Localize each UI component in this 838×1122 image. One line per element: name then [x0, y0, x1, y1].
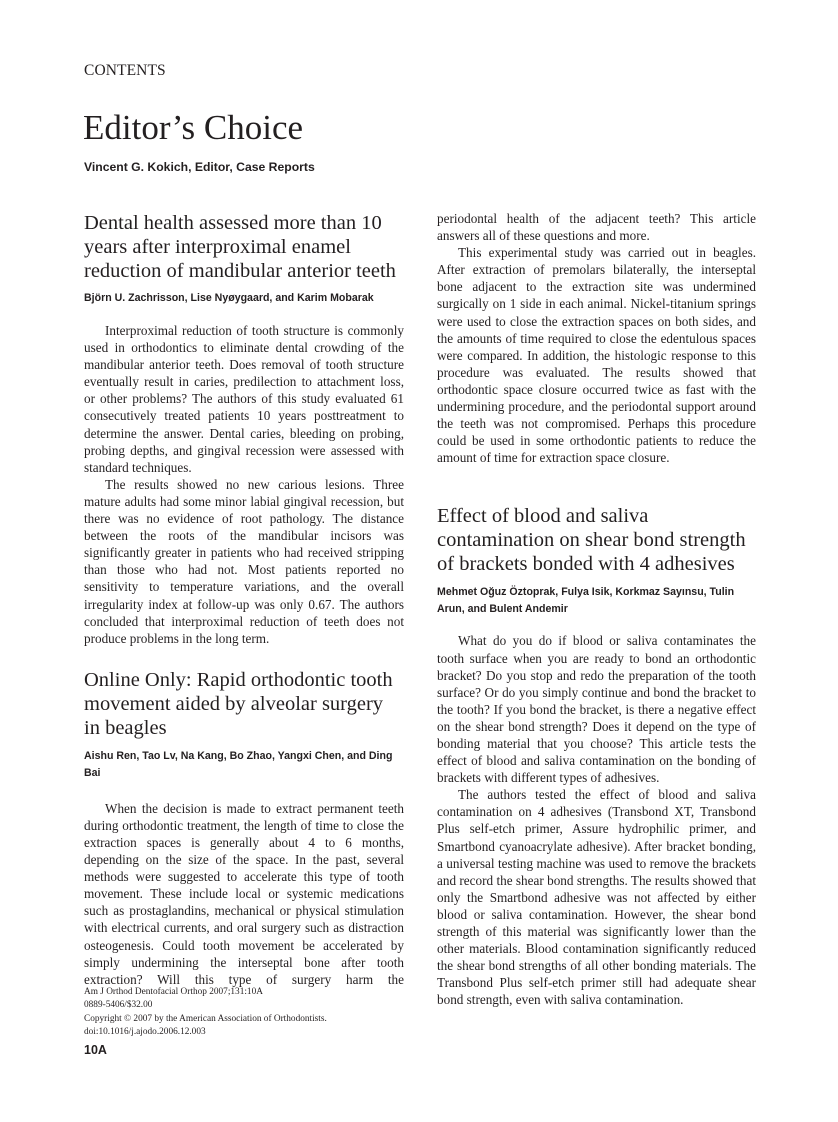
- article-blood-saliva-contamination: [437, 504, 756, 1008]
- copyright-notice: Copyright © 2007 by the American Association of Orthodontists.: [84, 1013, 327, 1024]
- article-title: Online Only: Rapid orthodontic tooth movement aided by alveolar surgery in beagles: [84, 668, 393, 739]
- journal-citation: Am J Orthod Dentofacial Orthop 2007;131:10A: [84, 987, 263, 997]
- article-title: Dental health assessed more than 10 years after interproximal enamel reduction of mandibular anterior teeth: [84, 212, 396, 282]
- article-title: Effect of blood and saliva contamination on shear bond strength of brackets bonded with 4 adhesives: [437, 505, 746, 576]
- page-number: 10A: [84, 1043, 107, 1057]
- article-rapid-tooth-movement: [84, 668, 404, 988]
- article-paragraph: Interproximal reduction of tooth structure is commonly used in orthodontics to eliminate dental crowding of the mandibular anterior teeth. Does removal of tooth structure eventually result in caries, predilection to attachment loss, or other problems? The authors of this study evaluated 61 consecutively treated patients 10 years posttreatment to determine the answer. Dental caries, bleeding on probing, probing depths, and gingival recession were assessed with standard techniques.: [84, 323, 404, 475]
- article-paragraph: What do you do if blood or saliva contaminates the tooth surface when you are ready to bond an orthodontic bracket? Do you stop and redo the preparation of the tooth surface? Or do you simply continue and bond the bracket to the tooth? If you bond the bracket, is there a negative effect on the shear bond strength? Does it depend on the type of bonding material that you choose? This article tests the effect of blood and saliva contamination on the bonding of brackets with different types of adhesives.: [437, 633, 756, 786]
- article-paragraph: This experimental study was carried out in beagles. After extraction of premolars bilaterally, the interseptal bone adjacent to the extraction site was undermined surgically on 1 side in each animal. Nickel-titanium springs were used to close the extraction spaces on both sides, and the amounts of time required to close the edentulous spaces were compared. In addition, the histologic response to this procedure was evaluated. The results showed that orthodontic space closure occurred twice as fast with the undermining procedure, and the periodontal support around the teeth was not compromised. Perhaps this procedure could be used in some orthodontic patients to reduce the amount of time for extraction space closure.: [437, 245, 756, 466]
- article-authors: Aishu Ren, Tao Lv, Na Kang, Bo Zhao, Yangxi Chen, and Ding Bai: [84, 749, 393, 779]
- footer-metadata: [84, 986, 327, 1039]
- article-paragraph: The authors tested the effect of blood and saliva contamination on 4 adhesives (Transbond XT, Transbond Plus self-etch primer, Assure hydrophilic primer, and Smartbond cyanoacrylate adhesive). After bracket bonding, a universal testing machine was used to remove the brackets and record the shear bond strengths. The results showed that only the Smartbond adhesive was not affected by either blood or saliva contamination. However, the shear bond strength of this material was significantly lower than the other materials. Blood contamination significantly reduced the shear bond strengths of all other bonding materials. The Transbond Plus self-etch primer still had adequate shear bond strength, even with saliva contamination.: [437, 787, 756, 1008]
- left-column: [84, 210, 404, 988]
- article-paragraph: When the decision is made to extract permanent teeth during orthodontic treatment, the length of time to close the extraction spaces is generally about 4 to 6 months, depending on the size of the space. In the past, several methods were suggested to accelerate this type of tooth movement. These include local or systemic medications such as prostaglandins, mechanical or physical stimulation with electrical currents, and oral surgery such as distraction osteogenesis. Could tooth movement be accelerated by simply undermining the interseptal bone after tooth extraction? Will this type of surgery harm the: [84, 800, 404, 987]
- doi-link[interactable]: doi:10.1016/j.ajodo.2006.12.003: [84, 1026, 206, 1037]
- article-authors: Björn U. Zachrisson, Lise Nyøygaard, and Karim Mobarak: [84, 292, 374, 304]
- editor-credit: Vincent G. Kokich, Editor, Case Reports: [84, 160, 315, 174]
- issn-price: 0889-5406/$32.00: [84, 1000, 153, 1011]
- article-dental-health: [84, 211, 404, 647]
- page-title: Editor’s Choice: [83, 108, 304, 147]
- section-label: CONTENTS: [84, 62, 166, 79]
- article-paragraph: The results showed no new carious lesions. Three mature adults had some minor labial gingival recession, but there was no evidence of root pathology. The distance between the roots of the mandibular incisors was significantly greater in patients who had received stripping than those who had not. Most patients reported no sensitivity to temperature variations, and the overall irregularity index at follow-up was only 0.67. The authors concluded that interproximal reduction of teeth does not produce problems in the long term.: [84, 476, 404, 646]
- article-paragraph-continued: periodontal health of the adjacent teeth? This article answers all of these questions and more.: [437, 211, 756, 244]
- right-column: [437, 210, 756, 1008]
- article-authors: Mehmet Oğuz Öztoprak, Fulya Isik, Korkmaz Sayınsu, Tulin Arun, and Bulent Andemir: [437, 586, 735, 616]
